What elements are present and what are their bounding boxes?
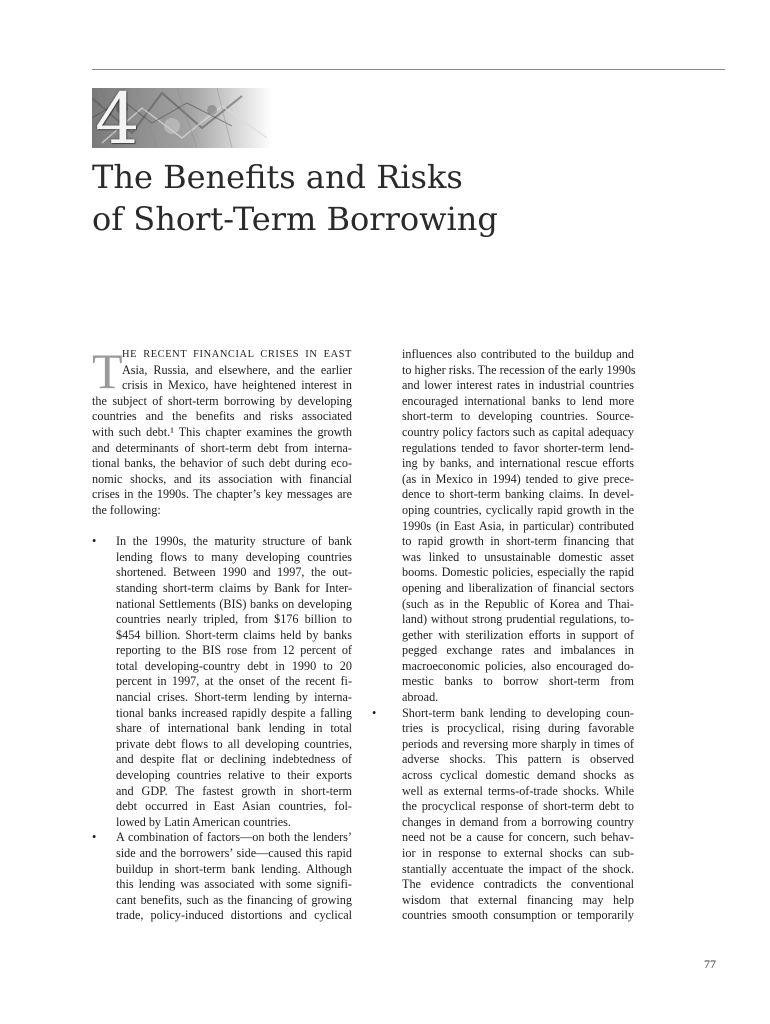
text-line: HE RECENT FINANCIAL CRISES IN EAST	[122, 349, 352, 360]
chapter-title	[92, 156, 652, 240]
text-line: A combination of factors—on both the lenders’	[116, 830, 352, 845]
text-line: and lower interest rates in industrial countries	[402, 378, 634, 393]
text-line: lowed by Latin American countries.	[116, 814, 291, 829]
text-line: the procyclical response of short-term debt to	[402, 799, 634, 814]
text-line: $454 billion. Short-term claims held by banks	[116, 627, 352, 642]
text-line: countries and the benefits and risks associated	[92, 409, 352, 424]
text-line: tries is procyclical, rising during favorable	[402, 721, 634, 736]
text-line: periods and reversing more sharply in times of	[402, 736, 634, 751]
bullet-marker: •	[372, 705, 377, 720]
chapter-title-line-1: The Benefits and Risks	[92, 158, 463, 196]
bullet-2-continuation	[378, 347, 634, 706]
bullet-item-2	[92, 830, 352, 924]
text-line: ing by banks, and international rescue efforts	[402, 456, 634, 471]
text-line: national Settlements (BIS) banks on developing	[116, 596, 352, 611]
text-line: to higher risks. The recession of the early 1990s	[402, 362, 636, 377]
right-column	[372, 347, 636, 924]
text-line: (as in Mexico in 1994) tended to give prece-	[402, 471, 634, 486]
text-line: Short-term bank lending to developing coun-	[402, 705, 634, 720]
text-line: share of international bank lending in total	[116, 721, 352, 736]
text-line: gether with sterilization efforts in support of	[402, 627, 634, 642]
text-line: In the 1990s, the maturity structure of bank	[116, 534, 352, 549]
text-line: countries smooth consumption or temporarily	[402, 908, 634, 923]
text-line: standing short-term claims by Bank for Inter-	[116, 580, 352, 595]
text-line: regulations tended to favor shorter-term lend-	[402, 440, 634, 455]
text-line: tional banks, the behavior of such debt during eco-	[92, 456, 352, 471]
text-line: and despite flat or declining indebtedness of	[116, 752, 352, 767]
left-column	[92, 343, 352, 924]
text-line: wisdom that external financing may help	[402, 892, 634, 907]
text-line: nomic shocks, and its association with financial	[92, 471, 352, 486]
chapter-number: 4	[95, 78, 140, 160]
bullet-marker: •	[92, 830, 97, 845]
text-line: reporting to the BIS rose from 12 percent of	[116, 643, 352, 658]
text-line: short-term to developing countries. Source-	[402, 409, 634, 424]
page-number: 77	[704, 957, 716, 971]
text-line: across cyclical domestic demand shocks as	[402, 768, 634, 783]
text-line: ior in response to external shocks can sub-	[402, 846, 634, 860]
text-line: and GDP. The fastest growth in short-term	[116, 783, 352, 798]
top-rule	[92, 69, 725, 70]
text-line: crises in the 1990s. The chapter’s key messages are	[92, 487, 352, 502]
text-line: trade, policy-induced distortions and cyclical	[116, 908, 352, 923]
text-line: 1990s (in East Asia, in particular) contributed	[402, 518, 634, 533]
text-line: tional banks increased rapidly despite a falling	[116, 705, 352, 720]
text-line: was linked to unsustainable domestic asset	[402, 549, 634, 564]
text-line: buildup in short-term bank lending. Although	[116, 861, 352, 876]
text-line: The evidence contradicts the conventional	[402, 877, 634, 892]
text-line: with such debt.¹ This chapter examines the growth	[92, 424, 352, 439]
text-line: debt occurred in East Asian countries, fol-	[116, 799, 352, 814]
text-line: lending flows to many developing countries	[116, 549, 352, 564]
bullet-marker: •	[92, 534, 97, 549]
text-line: well as external terms-of-trade shocks. While	[402, 783, 634, 798]
text-line: to rapid growth in short-term financing that	[402, 534, 634, 549]
text-line: adverse shocks. This pattern is observed	[402, 752, 634, 767]
text-line: crisis in Mexico, have heightened interest in	[122, 378, 352, 393]
text-line: influences also contributed to the buildup and	[402, 347, 634, 361]
drop-cap: T	[92, 343, 123, 399]
text-line: dence to short-term banking claims. In devel-	[402, 487, 634, 502]
text-line: country policy factors such as capital adequacy	[402, 424, 634, 439]
text-line: developing countries relative to their exports	[116, 768, 352, 783]
bullet-item-3	[372, 705, 634, 924]
text-line: pegged exchange rates and imbalances in	[402, 643, 634, 658]
text-line: cant benefits, such as the financing of growing	[116, 892, 352, 907]
intro-paragraph	[92, 343, 352, 519]
text-line: abroad.	[402, 690, 439, 705]
text-line: private debt flows to all developing countries,	[116, 736, 352, 751]
text-line: oping countries, cyclically rapid growth in the	[402, 502, 634, 517]
text-line: total developing-country debt in 1990 to 20	[116, 658, 352, 673]
text-line: macroeconomic policies, also encouraged do-	[402, 658, 634, 673]
text-line: countries nearly tripled, from $176 billion to	[116, 612, 352, 627]
text-line: the following:	[92, 502, 161, 517]
text-line: and determinants of short-term debt from interna-	[92, 440, 352, 455]
text-line: nancial crises. Short-term lending by interna-	[116, 690, 352, 705]
text-line: the subject of short-term borrowing by developing	[92, 393, 352, 408]
text-line: Asia, Russia, and elsewhere, and the earlier	[122, 362, 352, 377]
text-line: need not be a cause for concern, such behav-	[402, 830, 634, 845]
text-line: (such as in the Republic of Korea and Thai-	[402, 596, 634, 611]
text-line: stantially accentuate the impact of the shock.	[402, 861, 634, 876]
text-line: side and the borrowers’ side—caused this rapid	[116, 846, 352, 860]
text-line: mestic banks to borrow short-term from	[402, 674, 634, 689]
text-line: shortened. Between 1990 and 1997, the out-	[116, 565, 352, 580]
text-line: booms. Domestic policies, especially the rapid	[402, 565, 634, 580]
text-line: percent in 1997, at the onset of the recent fi-	[116, 674, 352, 689]
text-line: encouraged international banks to lend more	[402, 393, 634, 408]
chapter-title-line-2: of Short-Term Borrowing	[92, 200, 498, 238]
text-line: opening and liberalization of financial sectors	[402, 580, 634, 595]
bullet-item-1	[92, 534, 352, 830]
text-line: this lending was associated with some signifi-	[116, 877, 352, 892]
text-line: changes in demand from a borrowing country	[402, 814, 634, 829]
text-line: land) without strong prudential regulations, to-	[402, 612, 634, 627]
